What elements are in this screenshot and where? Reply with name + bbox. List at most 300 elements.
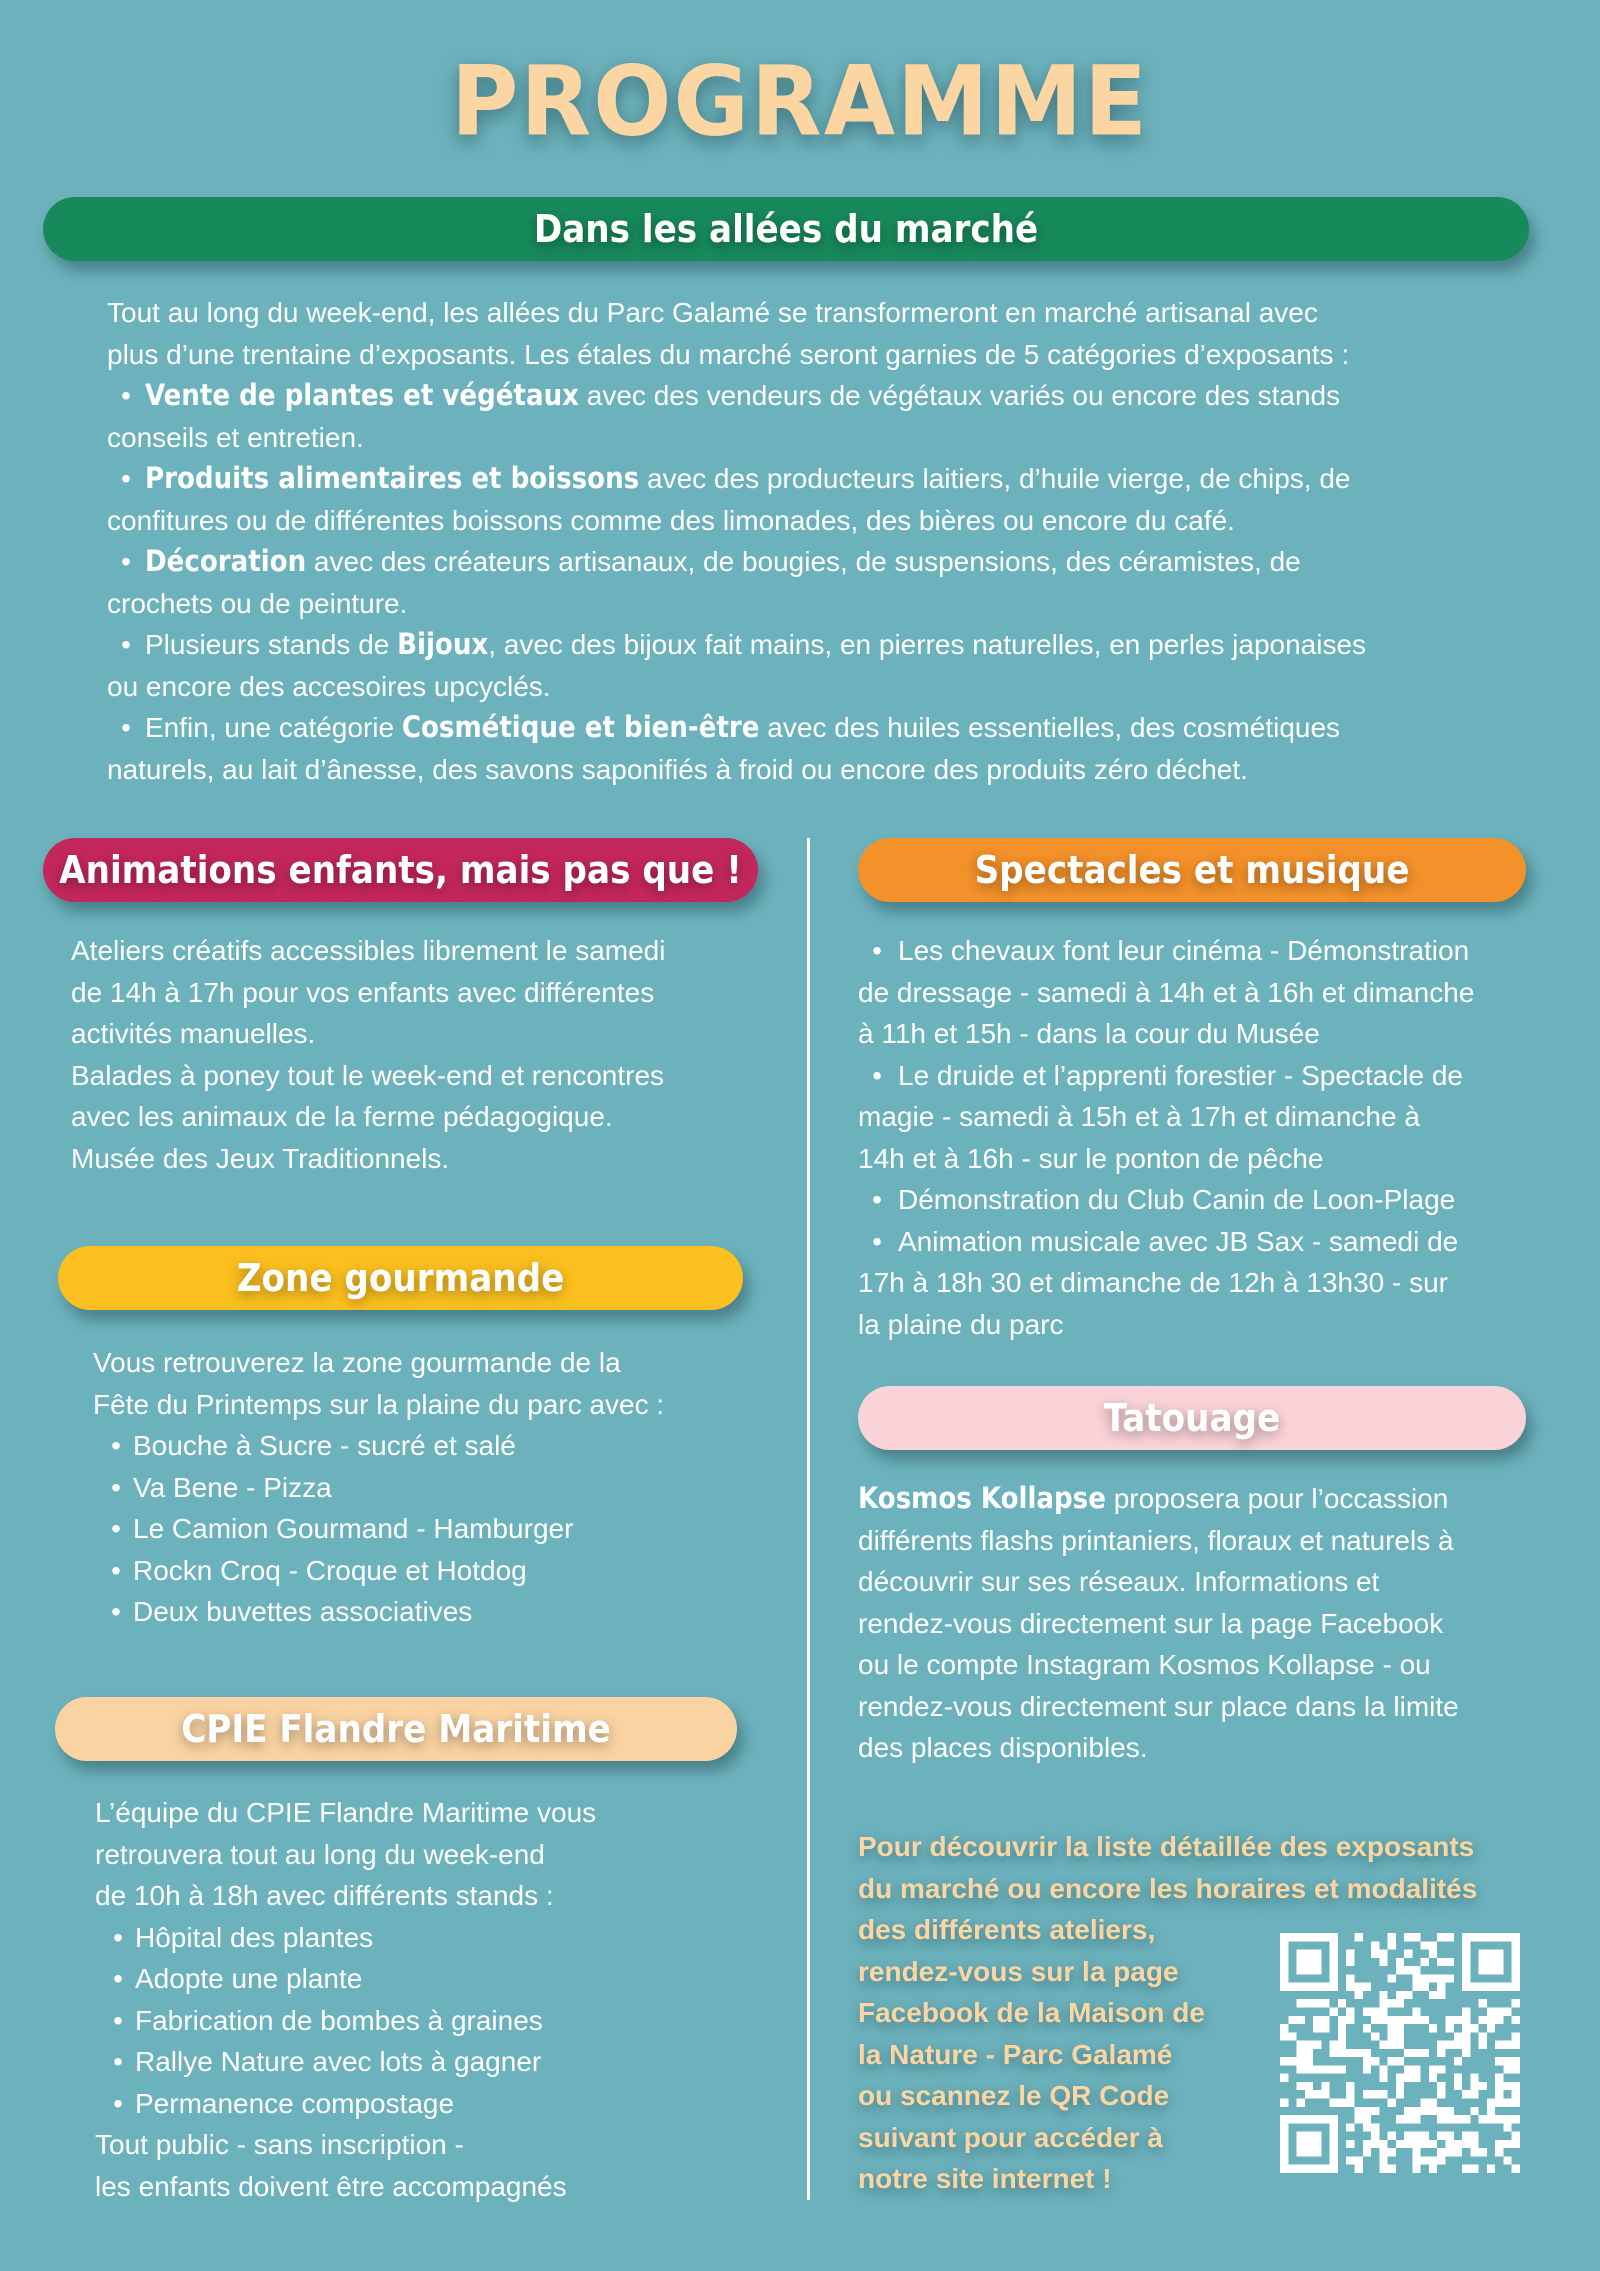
text-line: avec les animaux de la ferme pédagogique. — [71, 1101, 613, 1132]
bullet-icon: • — [872, 1225, 882, 1257]
qr-module — [1470, 2082, 1478, 2090]
qr-module — [1396, 2024, 1404, 2032]
text-line: rendez-vous directement sur la page Facebook — [858, 1607, 1444, 1639]
qr-module — [1280, 2024, 1288, 2032]
qr-module — [1388, 1974, 1396, 1982]
qr-module — [1346, 1958, 1354, 1966]
text-line — [858, 930, 1538, 972]
qr-module — [1363, 2049, 1371, 2057]
qr-module — [1330, 2099, 1338, 2107]
qr-module — [1446, 2107, 1454, 2115]
qr-module — [1429, 2156, 1437, 2164]
qr-module — [1495, 2074, 1503, 2082]
qr-module — [1462, 2041, 1470, 2049]
qr-module — [1412, 2165, 1420, 2173]
qr-module — [1379, 1958, 1387, 1966]
qr-module — [1321, 1999, 1329, 2007]
qr-code-icon[interactable] — [1280, 1933, 1520, 2173]
qr-module — [1462, 2007, 1470, 2015]
qr-module — [1437, 2041, 1445, 2049]
qr-module — [1371, 1941, 1379, 1949]
qr-module — [1479, 2115, 1487, 2123]
bullet-icon: • — [121, 463, 131, 494]
bullet-icon: • — [121, 712, 131, 743]
qr-module — [1379, 2165, 1387, 2173]
qr-module — [1379, 2074, 1387, 2082]
qr-module — [1446, 2041, 1454, 2049]
qr-module — [1280, 2115, 1288, 2173]
qr-module — [1446, 2140, 1454, 2148]
page-title: PROGRAMME — [451, 45, 1149, 158]
qr-module — [1421, 2156, 1429, 2164]
qr-module — [1305, 2082, 1313, 2090]
qr-module — [1429, 2065, 1437, 2073]
qr-module — [1421, 1974, 1429, 1982]
qr-module — [1396, 2041, 1404, 2049]
qr-module — [1454, 2148, 1462, 2156]
qr-module — [1297, 2041, 1305, 2049]
qr-module — [1446, 1974, 1454, 1982]
qr-module — [1396, 2140, 1404, 2148]
section-title: Zone gourmande — [236, 1256, 565, 1300]
list-item — [93, 1591, 773, 1633]
qr-module — [1363, 2107, 1371, 2115]
qr-module — [1404, 2115, 1412, 2123]
qr-module — [1388, 2132, 1396, 2140]
qr-module — [1512, 2032, 1520, 2040]
qr-module — [1354, 2156, 1362, 2164]
qr-module — [1421, 2099, 1429, 2107]
category-name: Vente de plantes et végétaux — [145, 378, 579, 412]
qr-module — [1297, 2065, 1305, 2073]
animations-text — [71, 930, 771, 1179]
qr-module — [1371, 2032, 1379, 2040]
qr-module — [1396, 2032, 1404, 2040]
qr-module — [1437, 2082, 1445, 2090]
qr-module — [1487, 2165, 1495, 2173]
qr-module — [1404, 2016, 1412, 2024]
qr-module — [1297, 2132, 1322, 2157]
qr-module — [1454, 2082, 1462, 2090]
qr-module — [1379, 2007, 1387, 2015]
qr-module — [1305, 2090, 1313, 2098]
qr-module — [1354, 2107, 1362, 2115]
qr-module — [1479, 2148, 1487, 2156]
qr-module — [1280, 2032, 1288, 2040]
qr-module — [1346, 2007, 1354, 2015]
bullet-icon: • — [111, 1430, 121, 1461]
qr-module — [1363, 2065, 1371, 2073]
qr-module — [1371, 2057, 1379, 2065]
qr-module — [1354, 1933, 1362, 1941]
text-span: proposera pour l’occassion — [1105, 1483, 1449, 1514]
qr-module — [1429, 2024, 1437, 2032]
list-item — [93, 1425, 773, 1467]
qr-module — [1288, 2016, 1296, 2024]
qr-module — [1396, 2090, 1404, 2098]
section-header-tatouage — [858, 1386, 1526, 1450]
qr-module — [1437, 1958, 1445, 1966]
qr-module — [1363, 2024, 1371, 2032]
qr-module — [1396, 1966, 1404, 1974]
qr-module — [1437, 2107, 1445, 2115]
text-line: activités manuelles. — [71, 1018, 316, 1049]
qr-module — [1462, 2049, 1470, 2057]
qr-module — [1313, 2065, 1321, 2073]
text-line — [858, 1221, 1538, 1263]
qr-module — [1512, 2132, 1520, 2140]
qr-module — [1313, 2090, 1321, 2098]
qr-module — [1462, 2032, 1470, 2040]
zone-gourmande-text — [93, 1342, 773, 1633]
qr-module — [1495, 2099, 1503, 2107]
section-title: Animations enfants, mais pas que ! — [59, 848, 742, 892]
qr-module — [1495, 2041, 1503, 2049]
qr-module — [1379, 1991, 1387, 1999]
section-title: Dans les allées du marché — [533, 207, 1039, 251]
qr-module — [1487, 2099, 1495, 2107]
qr-module — [1512, 1999, 1520, 2007]
qr-module — [1429, 2165, 1437, 2173]
qr-module — [1379, 2156, 1387, 2164]
qr-module — [1470, 2090, 1478, 2098]
text-line: Pour découvrir la liste détaillée des exposants — [858, 1831, 1475, 1862]
qr-module — [1503, 2123, 1511, 2131]
qr-module — [1396, 2057, 1404, 2065]
qr-module — [1288, 2057, 1296, 2065]
list-item — [107, 541, 1527, 583]
list-item — [95, 1917, 775, 1959]
qr-module — [1321, 2024, 1329, 2032]
qr-module — [1388, 1999, 1396, 2007]
bullet-icon: • — [113, 2004, 123, 2036]
text-line: suivant pour accéder à — [858, 2121, 1164, 2153]
qr-module — [1462, 2024, 1470, 2032]
qr-module — [1437, 2065, 1445, 2073]
text-line: différents flashs printaniers, floraux et naturels à — [858, 1524, 1454, 1556]
qr-module — [1495, 2115, 1503, 2123]
qr-module — [1412, 2016, 1420, 2024]
list-item-label: Permanence compostage — [135, 2087, 455, 2119]
qr-module — [1512, 2165, 1520, 2173]
qr-module — [1412, 2132, 1420, 2140]
qr-module — [1280, 1983, 1338, 1991]
qr-module — [1288, 2032, 1296, 2040]
qr-module — [1429, 2074, 1437, 2082]
text-span: Animation musicale avec JB Sax - samedi de — [898, 1225, 1459, 1257]
list-item — [93, 1467, 773, 1509]
qr-module — [1512, 2140, 1520, 2148]
qr-module — [1470, 2140, 1478, 2148]
qr-module — [1429, 1991, 1437, 1999]
qr-module — [1437, 2115, 1445, 2123]
qr-module — [1437, 2049, 1445, 2057]
qr-module — [1330, 2007, 1338, 2015]
qr-module — [1330, 2115, 1338, 2173]
bullet-icon: • — [113, 2087, 123, 2119]
qr-module — [1421, 1983, 1429, 1991]
qr-module — [1412, 2007, 1420, 2015]
qr-module — [1297, 2016, 1305, 2024]
qr-module — [1388, 2148, 1396, 2156]
artist-name: Kosmos Kollapse — [858, 1481, 1106, 1515]
qr-module — [1280, 2115, 1338, 2123]
qr-module — [1354, 2115, 1362, 2123]
list-item — [95, 2041, 775, 2083]
qr-module — [1305, 2065, 1313, 2073]
qr-module — [1512, 1933, 1520, 1991]
qr-module — [1297, 2099, 1305, 2107]
qr-module — [1470, 2165, 1478, 2173]
text-line: Tout public - sans inscription - — [95, 2129, 464, 2160]
text-span: de dressage - samedi à 14h et à 16h et dimanche — [858, 976, 1475, 1008]
qr-module — [1346, 2140, 1354, 2148]
qr-module — [1479, 1950, 1504, 1975]
qr-module — [1388, 1933, 1396, 1941]
qr-module — [1371, 2016, 1379, 2024]
qr-module — [1363, 1983, 1371, 1991]
qr-module — [1280, 2057, 1288, 2065]
text-line — [858, 1478, 1538, 1520]
list-item — [95, 2000, 775, 2042]
qr-module — [1412, 2148, 1420, 2156]
qr-module — [1503, 2065, 1511, 2073]
qr-module — [1462, 2165, 1470, 2173]
qr-module — [1503, 2115, 1511, 2123]
text-line: rendez-vous sur la page — [858, 1955, 1179, 1987]
qr-module — [1437, 2132, 1445, 2140]
qr-module — [1379, 2041, 1387, 2049]
qr-module — [1404, 1966, 1412, 1974]
text-span: , avec des bijoux fait mains, en pierres naturelles, en perles japonaises — [488, 629, 1367, 660]
qr-module — [1446, 1933, 1454, 1941]
bullet-icon: • — [111, 1554, 121, 1586]
qr-module — [1429, 2099, 1437, 2107]
qr-module — [1388, 2099, 1396, 2107]
bullet-icon: • — [121, 380, 131, 411]
qr-module — [1462, 2115, 1470, 2123]
qr-module — [1470, 2132, 1478, 2140]
text-line: découvrir sur ses réseaux. Informations et — [858, 1566, 1380, 1597]
qr-module — [1313, 2041, 1321, 2049]
text-line — [858, 1262, 1538, 1304]
text-span: avec des huiles essentielles, des cosmétiques — [759, 712, 1341, 743]
qr-module — [1388, 2032, 1396, 2040]
qr-module — [1371, 2132, 1379, 2140]
qr-module — [1470, 2148, 1478, 2156]
qr-module — [1454, 2032, 1462, 2040]
qr-module — [1412, 1974, 1420, 1982]
qr-module — [1305, 1999, 1313, 2007]
qr-module — [1305, 2041, 1313, 2049]
qr-module — [1297, 1999, 1305, 2007]
qr-module — [1512, 2057, 1520, 2065]
category-name: Décoration — [145, 544, 307, 578]
qr-module — [1379, 1950, 1387, 1958]
qr-module — [1503, 2156, 1511, 2164]
qr-module — [1297, 2082, 1305, 2090]
qr-module — [1446, 1958, 1454, 1966]
qr-module — [1429, 1950, 1437, 1958]
qr-module — [1470, 2107, 1478, 2115]
qr-module — [1429, 1974, 1437, 1982]
text-span: à 11h et 15h - dans la cour du Musée — [858, 1018, 1320, 1049]
text-line: de 14h à 17h pour vos enfants avec différentes — [71, 976, 655, 1008]
qr-module — [1354, 1983, 1362, 1991]
qr-module — [1280, 2165, 1338, 2173]
text-line: Tout au long du week-end, les allées du Parc Galamé se transformeront en marché artisanal avec — [107, 297, 1318, 328]
section-header-animations — [43, 838, 758, 902]
list-item-label: Rockn Croq - Croque et Hotdog — [133, 1554, 527, 1586]
bullet-icon: • — [872, 1184, 882, 1215]
qr-module — [1421, 2140, 1429, 2148]
qr-module — [1404, 2049, 1412, 2057]
text-span: Le druide et l’apprenti forestier - Spectacle de — [898, 1059, 1463, 1091]
section-title: Spectacles et musique — [974, 848, 1410, 892]
qr-module — [1429, 1941, 1437, 1949]
qr-module — [1379, 1999, 1387, 2007]
list-item-label: Rallye Nature avec lots à gagner — [135, 2046, 542, 2077]
qr-module — [1437, 2148, 1445, 2156]
spectacles-text — [858, 930, 1538, 1345]
bullet-icon: • — [111, 1596, 121, 1627]
qr-module — [1437, 1974, 1445, 1982]
qr-module — [1503, 2041, 1511, 2049]
category-name: Bijoux — [397, 627, 489, 661]
tatouage-text — [858, 1478, 1538, 1769]
qr-module — [1354, 1991, 1362, 1999]
bullet-icon: • — [872, 1059, 882, 1091]
qr-module — [1363, 2123, 1371, 2131]
qr-module — [1454, 2140, 1462, 2148]
qr-module — [1388, 2057, 1396, 2065]
qr-module — [1404, 1950, 1412, 1958]
qr-module — [1412, 2115, 1420, 2123]
qr-module — [1297, 2049, 1305, 2057]
marche-text — [107, 292, 1527, 790]
qr-module — [1412, 1933, 1420, 1941]
qr-module — [1321, 2065, 1329, 2073]
qr-module — [1446, 2148, 1454, 2156]
qr-module — [1321, 2082, 1329, 2090]
qr-module — [1512, 2065, 1520, 2073]
qr-module — [1379, 2090, 1387, 2098]
text-line: du marché ou encore les horaires et modalités — [858, 1872, 1478, 1904]
list-item-label: Le Camion Gourmand - Hamburger — [133, 1513, 574, 1544]
qr-module — [1495, 2016, 1503, 2024]
text-line: rendez-vous directement sur place dans la limite — [858, 1690, 1459, 1722]
qr-module — [1338, 2041, 1346, 2049]
qr-module — [1479, 2016, 1487, 2024]
qr-module — [1396, 1958, 1404, 1966]
section-header-marche — [43, 197, 1529, 261]
qr-module — [1437, 2156, 1445, 2164]
qr-module — [1437, 1983, 1445, 1991]
qr-module — [1487, 2107, 1495, 2115]
text-span: Plusieurs stands de — [145, 629, 398, 660]
text-line: des différents ateliers, — [858, 1914, 1156, 1945]
section-header-zone-gourmande — [58, 1246, 743, 1310]
text-line: plus d’une trentaine d’exposants. Les étales du marché seront garnies de 5 catégories d’exposants : — [107, 338, 1350, 370]
qr-module — [1454, 2041, 1462, 2049]
qr-module — [1354, 2165, 1362, 2173]
qr-module — [1412, 2049, 1420, 2057]
qr-module — [1388, 1941, 1396, 1949]
text-line: Vous retrouverez la zone gourmande de la — [93, 1347, 621, 1378]
qr-module — [1371, 2007, 1379, 2015]
qr-module — [1388, 2024, 1396, 2032]
qr-module — [1404, 2107, 1412, 2115]
qr-module — [1297, 1950, 1322, 1975]
text-span: magie - samedi à 15h et à 17h et dimanche à — [858, 1101, 1420, 1132]
list-item — [95, 1958, 775, 2000]
text-line: ou scannez le QR Code — [858, 2080, 1170, 2111]
qr-module — [1495, 2140, 1503, 2148]
list-item — [107, 624, 1527, 666]
qr-module — [1338, 2016, 1346, 2024]
qr-module — [1412, 2074, 1420, 2082]
text-line — [858, 972, 1538, 1014]
qr-module — [1503, 2099, 1511, 2107]
text-line: les enfants doivent être accompagnés — [95, 2170, 567, 2202]
qr-module — [1421, 2016, 1429, 2024]
qr-module — [1446, 2024, 1454, 2032]
qr-module — [1495, 2007, 1503, 2015]
column-divider — [807, 838, 810, 2200]
qr-module — [1338, 2049, 1346, 2057]
qr-module — [1462, 1983, 1520, 1991]
qr-module — [1305, 2057, 1313, 2065]
text-line: L’équipe du CPIE Flandre Maritime vous — [95, 1797, 597, 1828]
text-span: la plaine du parc — [858, 1308, 1064, 1340]
qr-module — [1512, 2099, 1520, 2107]
list-item — [93, 1550, 773, 1592]
qr-module — [1346, 2090, 1354, 2098]
qr-module — [1313, 2016, 1321, 2024]
list-item — [107, 458, 1527, 500]
section-header-spectacles — [858, 838, 1526, 902]
qr-module — [1363, 2115, 1371, 2123]
qr-module — [1412, 2065, 1420, 2073]
qr-module — [1437, 1933, 1445, 1941]
qr-module — [1297, 2057, 1305, 2065]
qr-module — [1338, 1999, 1346, 2007]
qr-module — [1313, 1999, 1321, 2007]
qr-module — [1479, 2032, 1487, 2040]
list-item-label: Deux buvettes associatives — [133, 1596, 473, 1627]
text-line: des places disponibles. — [858, 1732, 1148, 1763]
qr-module — [1446, 2115, 1454, 2123]
text-line: Musée des Jeux Traditionnels. — [71, 1142, 450, 1174]
bullet-icon: • — [111, 1513, 121, 1544]
qr-module — [1454, 2057, 1462, 2065]
text-span: Enfin, une catégorie — [145, 712, 402, 743]
qr-module — [1487, 2115, 1495, 2123]
text-span: avec des vendeurs de végétaux variés ou encore des stands — [578, 380, 1341, 411]
text-span: 17h à 18h 30 et dimanche de 12h à 13h30 - sur — [858, 1267, 1448, 1298]
qr-module — [1396, 1991, 1404, 1999]
qr-module — [1338, 2024, 1346, 2032]
qr-module — [1346, 1974, 1354, 1982]
qr-module — [1379, 2065, 1387, 2073]
qr-module — [1512, 2082, 1520, 2090]
qr-module — [1346, 2123, 1354, 2131]
qr-module — [1346, 1983, 1354, 1991]
qr-module — [1404, 2074, 1412, 2082]
qr-module — [1404, 2140, 1412, 2148]
bullet-icon: • — [113, 2046, 123, 2077]
qr-module — [1512, 2090, 1520, 2098]
